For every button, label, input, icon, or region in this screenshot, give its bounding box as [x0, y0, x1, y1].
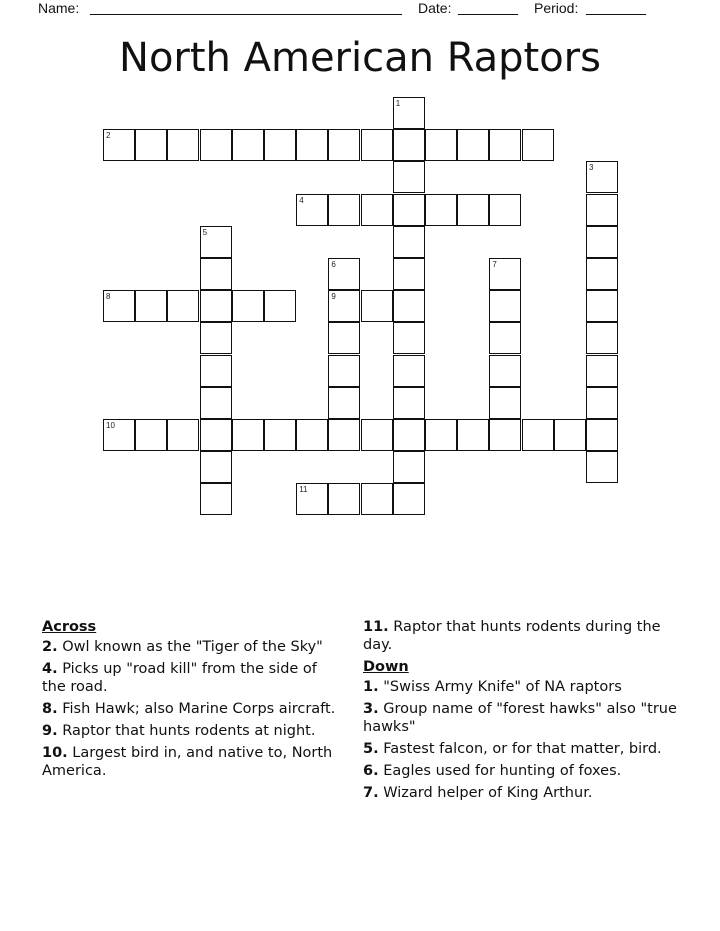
- clue-number: 11.: [363, 619, 389, 635]
- crossword-cell[interactable]: [200, 419, 232, 451]
- crossword-cell[interactable]: [393, 355, 425, 387]
- clue-across-11: [363, 618, 681, 654]
- crossword-cell[interactable]: [489, 322, 521, 354]
- crossword-cell[interactable]: [328, 419, 360, 451]
- crossword-cell[interactable]: [135, 129, 167, 161]
- crossword-cell[interactable]: [489, 290, 521, 322]
- cell-number: 1: [395, 99, 401, 108]
- crossword-cell[interactable]: [489, 419, 521, 451]
- crossword-cell[interactable]: [328, 387, 360, 419]
- crossword-cell[interactable]: [167, 290, 199, 322]
- crossword-cell[interactable]: [264, 419, 296, 451]
- clue-across-2: [42, 638, 342, 656]
- crossword-cell[interactable]: [489, 387, 521, 419]
- cell-number: 9: [331, 292, 336, 302]
- crossword-cell[interactable]: [586, 387, 618, 419]
- crossword-cell[interactable]: [296, 483, 328, 515]
- clue-number: 4.: [42, 661, 58, 677]
- crossword-cell[interactable]: [489, 355, 521, 387]
- crossword-cell[interactable]: [586, 258, 618, 290]
- crossword-cell[interactable]: [361, 419, 393, 451]
- crossword-cell[interactable]: [361, 290, 393, 322]
- clue-down-6: [363, 762, 681, 780]
- crossword-cell[interactable]: [489, 194, 521, 226]
- crossword-cell[interactable]: [489, 258, 521, 290]
- crossword-cell[interactable]: [135, 290, 167, 322]
- down-clues-column: [363, 618, 681, 806]
- crossword-cell[interactable]: [361, 194, 393, 226]
- crossword-cell[interactable]: [393, 258, 425, 290]
- crossword-cell[interactable]: [586, 419, 618, 451]
- crossword-cell[interactable]: [103, 129, 135, 161]
- clue-text: Fastest falcon, or for that matter, bird.: [383, 741, 662, 757]
- crossword-cell[interactable]: [328, 355, 360, 387]
- crossword-cell[interactable]: [489, 129, 521, 161]
- crossword-cell[interactable]: [393, 290, 425, 322]
- cell-number: 10: [106, 421, 115, 430]
- across-heading: Across: [42, 619, 97, 635]
- cell-number: 6: [331, 260, 336, 269]
- crossword-cell[interactable]: [393, 97, 425, 129]
- clue-number: 10.: [42, 745, 68, 761]
- down-heading: Down: [363, 659, 409, 675]
- crossword-cell[interactable]: [425, 194, 457, 226]
- crossword-cell[interactable]: [328, 194, 360, 226]
- crossword-cell[interactable]: [586, 226, 618, 258]
- clue-text: Group name of "forest hawks" also "true hawks": [363, 701, 677, 735]
- crossword-cell[interactable]: [232, 419, 264, 451]
- clue-text: Eagles used for hunting of foxes.: [383, 763, 622, 779]
- crossword-cell[interactable]: [264, 290, 296, 322]
- clue-number: 1.: [363, 679, 379, 695]
- crossword-cell[interactable]: [200, 290, 232, 322]
- crossword-cell[interactable]: [200, 322, 232, 354]
- crossword-cell[interactable]: [296, 129, 328, 161]
- crossword-cell[interactable]: [264, 129, 296, 161]
- crossword-cell[interactable]: [393, 387, 425, 419]
- crossword-cell[interactable]: [425, 419, 457, 451]
- clue-across-4: [42, 660, 342, 696]
- clue-number: 3.: [363, 701, 379, 717]
- crossword-cell[interactable]: [167, 129, 199, 161]
- crossword-cell[interactable]: [457, 194, 489, 226]
- crossword-cell[interactable]: [296, 419, 328, 451]
- clue-number: 2.: [42, 639, 58, 655]
- crossword-cell[interactable]: [296, 194, 328, 226]
- crossword-cell[interactable]: [200, 258, 232, 290]
- cell-number: 5: [202, 227, 208, 237]
- crossword-cell[interactable]: [328, 483, 360, 515]
- crossword-cell[interactable]: [103, 290, 135, 322]
- cell-number: 3: [589, 163, 594, 173]
- crossword-cell[interactable]: [135, 419, 167, 451]
- clue-number: 5.: [363, 741, 379, 757]
- crossword-cell[interactable]: [586, 355, 618, 387]
- crossword-cell[interactable]: [393, 226, 425, 258]
- crossword-cell[interactable]: [200, 226, 232, 258]
- crossword-cell[interactable]: [103, 419, 135, 451]
- crossword-cell[interactable]: [361, 483, 393, 515]
- clue-down-5: [363, 740, 681, 758]
- period-label: Period:: [534, 0, 579, 16]
- crossword-cell[interactable]: [393, 194, 425, 226]
- crossword-cell[interactable]: [167, 419, 199, 451]
- crossword-cell[interactable]: [328, 322, 360, 354]
- clue-across-9: [42, 722, 342, 740]
- crossword-cell[interactable]: [393, 419, 425, 451]
- crossword-cell[interactable]: [586, 194, 618, 226]
- clue-text: Largest bird in, and native to, North America.: [42, 745, 333, 779]
- cell-number: 11: [299, 485, 308, 495]
- clue-across-8: [42, 700, 342, 718]
- crossword-cell[interactable]: [232, 290, 264, 322]
- crossword-cell[interactable]: [393, 451, 425, 483]
- crossword-cell[interactable]: [586, 290, 618, 322]
- clue-number: 7.: [363, 785, 379, 801]
- across-clues-column: [42, 618, 342, 784]
- clue-number: 6.: [363, 763, 379, 779]
- cell-number: 8: [106, 292, 111, 302]
- clue-number: 8.: [42, 701, 58, 717]
- crossword-cell[interactable]: [328, 290, 360, 322]
- clue-text: "Swiss Army Knife" of NA raptors: [383, 679, 622, 695]
- crossword-cell[interactable]: [200, 355, 232, 387]
- clue-text: Raptor that hunts rodents at night.: [62, 723, 316, 739]
- clue-down-7: [363, 784, 681, 802]
- crossword-cell[interactable]: [425, 129, 457, 161]
- crossword-cell[interactable]: [393, 483, 425, 515]
- crossword-cell[interactable]: [393, 322, 425, 354]
- clue-down-3: [363, 700, 681, 736]
- clue-text: Picks up "road kill" from the side of the road.: [42, 661, 317, 695]
- cell-number: 2: [106, 131, 111, 141]
- crossword-cell[interactable]: [522, 419, 554, 451]
- crossword-cell[interactable]: [457, 419, 489, 451]
- crossword-cell[interactable]: [200, 483, 232, 515]
- clue-across-10: [42, 744, 342, 780]
- crossword-cell[interactable]: [200, 451, 232, 483]
- clue-text: Wizard helper of King Arthur.: [383, 785, 593, 801]
- crossword-cell[interactable]: [586, 161, 618, 193]
- crossword-cell[interactable]: [200, 387, 232, 419]
- clue-text: Fish Hawk; also Marine Corps aircraft.: [62, 701, 336, 717]
- cell-number: 4: [299, 195, 304, 205]
- clue-number: 9.: [42, 723, 58, 739]
- clue-text: Owl known as the "Tiger of the Sky": [62, 639, 323, 655]
- crossword-cell[interactable]: [200, 129, 232, 161]
- page-title: North American Raptors: [119, 35, 601, 81]
- date-label: Date:: [418, 0, 452, 16]
- crossword-cell[interactable]: [522, 129, 554, 161]
- crossword-cell[interactable]: [232, 129, 264, 161]
- crossword-cell[interactable]: [457, 129, 489, 161]
- cell-number: 7: [492, 260, 497, 269]
- clue-down-1: [363, 678, 681, 696]
- crossword-cell[interactable]: [393, 161, 425, 193]
- crossword-cell[interactable]: [554, 419, 586, 451]
- crossword-cell[interactable]: [393, 129, 425, 161]
- crossword-cell[interactable]: [328, 129, 360, 161]
- crossword-cell[interactable]: [361, 129, 393, 161]
- clue-text: Raptor that hunts rodents during the day.: [363, 619, 661, 653]
- name-label: Name:: [38, 0, 80, 16]
- crossword-cell[interactable]: [586, 451, 618, 483]
- crossword-cell[interactable]: [586, 322, 618, 354]
- crossword-cell[interactable]: [328, 258, 360, 290]
